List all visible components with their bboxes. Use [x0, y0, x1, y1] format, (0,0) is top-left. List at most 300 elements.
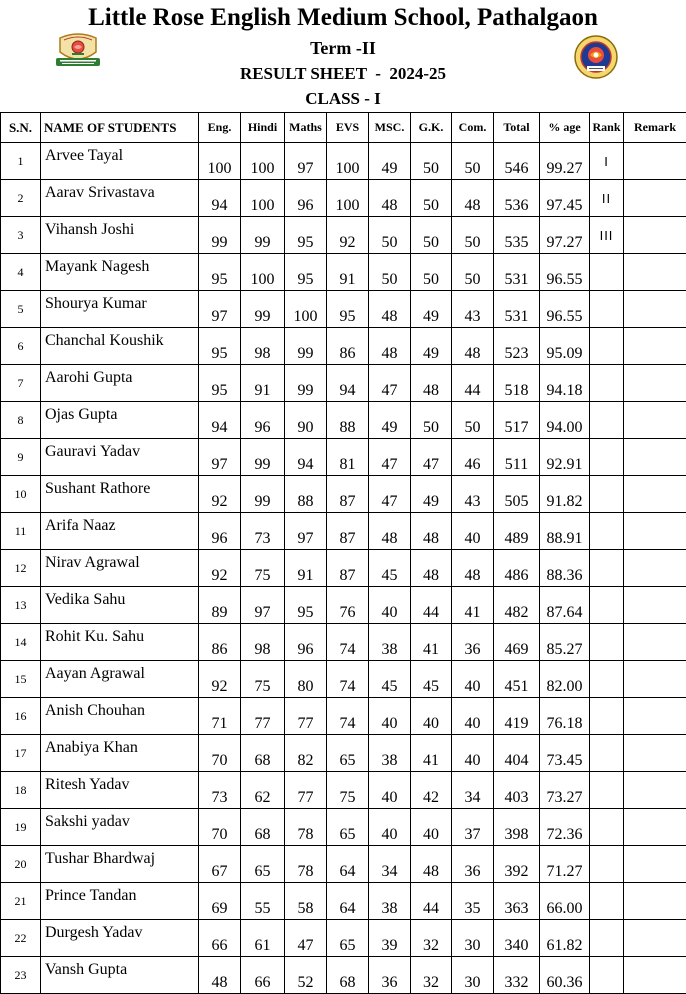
col-header-gk: G.K.: [411, 113, 452, 143]
cell-eng: 96: [199, 513, 241, 550]
cell-maths: 78: [285, 809, 327, 846]
cell-rank: [590, 920, 624, 957]
cell-remark: [624, 513, 686, 550]
table-row: [1, 735, 686, 772]
cell-maths: 80: [285, 661, 327, 698]
cell-maths: 96: [285, 180, 327, 217]
cell-rank: [590, 439, 624, 476]
cell-name: Ritesh Yadav: [41, 772, 199, 809]
cell-remark: [624, 254, 686, 291]
cell-rank: [590, 254, 624, 291]
table-header-row: [1, 113, 686, 143]
cell-total: 531: [494, 291, 540, 328]
cell-name: Mayank Nagesh: [41, 254, 199, 291]
cell-hindi: 98: [241, 328, 285, 365]
cell-percentage: 91.82: [540, 476, 590, 513]
table-row: [1, 254, 686, 291]
cell-msc: 40: [369, 772, 411, 809]
cell-gk: 49: [411, 476, 452, 513]
cell-rank: [590, 698, 624, 735]
cell-gk: 50: [411, 217, 452, 254]
cell-gk: 50: [411, 254, 452, 291]
cell-hindi: 100: [241, 143, 285, 180]
cell-msc: 34: [369, 846, 411, 883]
cell-hindi: 75: [241, 550, 285, 587]
table-row: [1, 402, 686, 439]
cell-maths: 99: [285, 328, 327, 365]
cell-percentage: 73.45: [540, 735, 590, 772]
table-row: [1, 550, 686, 587]
cell-total: 523: [494, 328, 540, 365]
cell-com: 36: [452, 846, 494, 883]
cell-sn: 22: [1, 920, 41, 957]
cell-com: 48: [452, 550, 494, 587]
cell-name: Shourya Kumar: [41, 291, 199, 328]
cell-msc: 47: [369, 365, 411, 402]
cell-eng: 95: [199, 365, 241, 402]
cell-remark: [624, 439, 686, 476]
cell-sn: 3: [1, 217, 41, 254]
cell-rank: [590, 365, 624, 402]
cell-percentage: 76.18: [540, 698, 590, 735]
table-row: [1, 772, 686, 809]
cell-hindi: 73: [241, 513, 285, 550]
cell-name: Anabiya Khan: [41, 735, 199, 772]
cell-hindi: 99: [241, 476, 285, 513]
cell-remark: [624, 476, 686, 513]
cell-name: Durgesh Yadav: [41, 920, 199, 957]
table-row: [1, 698, 686, 735]
cell-maths: 99: [285, 365, 327, 402]
cell-sn: 15: [1, 661, 41, 698]
cell-percentage: 97.45: [540, 180, 590, 217]
cell-msc: 38: [369, 624, 411, 661]
cell-evs: 88: [327, 402, 369, 439]
cell-hindi: 66: [241, 957, 285, 994]
cell-rank: [590, 809, 624, 846]
cell-com: 50: [452, 254, 494, 291]
col-header-rank: Rank: [590, 113, 624, 143]
table-body: [1, 143, 686, 994]
cell-remark: [624, 143, 686, 180]
cell-percentage: 66.00: [540, 883, 590, 920]
cell-gk: 41: [411, 624, 452, 661]
cell-rank: [590, 957, 624, 994]
cell-com: 30: [452, 957, 494, 994]
cell-sn: 11: [1, 513, 41, 550]
class-label: CLASS - I: [0, 89, 686, 109]
cell-name: Tushar Bhardwaj: [41, 846, 199, 883]
cell-gk: 44: [411, 883, 452, 920]
cell-maths: 97: [285, 513, 327, 550]
cell-hindi: 91: [241, 365, 285, 402]
cell-eng: 73: [199, 772, 241, 809]
cell-com: 40: [452, 661, 494, 698]
cell-com: 35: [452, 883, 494, 920]
cell-maths: 82: [285, 735, 327, 772]
cell-gk: 47: [411, 439, 452, 476]
cell-com: 48: [452, 328, 494, 365]
cell-total: 392: [494, 846, 540, 883]
cell-name: Sakshi yadav: [41, 809, 199, 846]
table-row: [1, 624, 686, 661]
cell-sn: 1: [1, 143, 41, 180]
cell-gk: 40: [411, 809, 452, 846]
col-header-evs: EVS: [327, 113, 369, 143]
col-header-eng: Eng.: [199, 113, 241, 143]
cell-gk: 42: [411, 772, 452, 809]
cell-eng: 92: [199, 476, 241, 513]
results-table: [0, 112, 686, 994]
cell-total: 531: [494, 254, 540, 291]
cell-msc: 40: [369, 587, 411, 624]
table-row: [1, 180, 686, 217]
cell-msc: 40: [369, 809, 411, 846]
cell-sn: 21: [1, 883, 41, 920]
table-row: [1, 513, 686, 550]
cell-msc: 40: [369, 698, 411, 735]
cell-total: 511: [494, 439, 540, 476]
cell-maths: 95: [285, 254, 327, 291]
cell-percentage: 87.64: [540, 587, 590, 624]
cell-hindi: 100: [241, 180, 285, 217]
cell-evs: 94: [327, 365, 369, 402]
table-row: [1, 883, 686, 920]
cell-hindi: 68: [241, 735, 285, 772]
cell-eng: 89: [199, 587, 241, 624]
cell-total: 469: [494, 624, 540, 661]
cell-eng: 70: [199, 735, 241, 772]
cell-sn: 8: [1, 402, 41, 439]
table-row: [1, 365, 686, 402]
cell-remark: [624, 365, 686, 402]
cell-percentage: 61.82: [540, 920, 590, 957]
cell-msc: 36: [369, 957, 411, 994]
cell-com: 34: [452, 772, 494, 809]
cell-eng: 94: [199, 402, 241, 439]
cell-hindi: 68: [241, 809, 285, 846]
cell-remark: [624, 291, 686, 328]
cell-name: Chanchal Koushik: [41, 328, 199, 365]
cell-eng: 70: [199, 809, 241, 846]
cell-remark: [624, 217, 686, 254]
cell-maths: 95: [285, 217, 327, 254]
cell-com: 50: [452, 402, 494, 439]
cell-name: Sushant Rathore: [41, 476, 199, 513]
cell-msc: 47: [369, 439, 411, 476]
cell-com: 40: [452, 698, 494, 735]
cell-hindi: 96: [241, 402, 285, 439]
col-header-remark: Remark: [624, 113, 686, 143]
cell-eng: 100: [199, 143, 241, 180]
cell-name: Arvee Tayal: [41, 143, 199, 180]
cell-percentage: 60.36: [540, 957, 590, 994]
cell-gk: 49: [411, 328, 452, 365]
cell-percentage: 82.00: [540, 661, 590, 698]
cell-sn: 2: [1, 180, 41, 217]
cell-rank: [590, 624, 624, 661]
cell-remark: [624, 957, 686, 994]
cell-total: 419: [494, 698, 540, 735]
cell-total: 398: [494, 809, 540, 846]
cell-percentage: 92.91: [540, 439, 590, 476]
col-header-msc: MSC.: [369, 113, 411, 143]
cell-com: 43: [452, 291, 494, 328]
cell-com: 30: [452, 920, 494, 957]
cell-msc: 45: [369, 661, 411, 698]
cell-total: 518: [494, 365, 540, 402]
table-row: [1, 846, 686, 883]
table-row: [1, 920, 686, 957]
cell-name: Aarav Srivastava: [41, 180, 199, 217]
cell-percentage: 72.36: [540, 809, 590, 846]
cell-evs: 76: [327, 587, 369, 624]
cell-remark: [624, 846, 686, 883]
cell-maths: 77: [285, 698, 327, 735]
cell-total: 403: [494, 772, 540, 809]
cell-sn: 6: [1, 328, 41, 365]
cell-hindi: 99: [241, 291, 285, 328]
cell-maths: 58: [285, 883, 327, 920]
cell-maths: 96: [285, 624, 327, 661]
cell-name: Arifa Naaz: [41, 513, 199, 550]
cell-total: 332: [494, 957, 540, 994]
cell-name: Rohit Ku. Sahu: [41, 624, 199, 661]
cell-rank: [590, 291, 624, 328]
cell-sn: 14: [1, 624, 41, 661]
cell-evs: 81: [327, 439, 369, 476]
cell-total: 482: [494, 587, 540, 624]
cell-maths: 78: [285, 846, 327, 883]
cell-hindi: 65: [241, 846, 285, 883]
cell-maths: 47: [285, 920, 327, 957]
cell-total: 505: [494, 476, 540, 513]
cell-msc: 47: [369, 476, 411, 513]
cell-percentage: 94.00: [540, 402, 590, 439]
cell-eng: 95: [199, 254, 241, 291]
cell-hindi: 97: [241, 587, 285, 624]
cell-maths: 90: [285, 402, 327, 439]
col-header-com: Com.: [452, 113, 494, 143]
cell-total: 340: [494, 920, 540, 957]
cell-com: 50: [452, 143, 494, 180]
cell-remark: [624, 920, 686, 957]
table-row: [1, 439, 686, 476]
col-header-total: Total: [494, 113, 540, 143]
cell-hindi: 61: [241, 920, 285, 957]
cell-rank: III: [590, 217, 624, 254]
cell-evs: 65: [327, 809, 369, 846]
school-name: Little Rose English Medium School, Pathalgaon: [0, 4, 686, 32]
cell-msc: 38: [369, 735, 411, 772]
cell-gk: 50: [411, 180, 452, 217]
table-row: [1, 957, 686, 994]
cell-hindi: 99: [241, 439, 285, 476]
cell-msc: 39: [369, 920, 411, 957]
cell-msc: 48: [369, 291, 411, 328]
cell-msc: 49: [369, 402, 411, 439]
cell-com: 48: [452, 180, 494, 217]
cell-msc: 38: [369, 883, 411, 920]
cell-gk: 50: [411, 402, 452, 439]
col-header-percentage: % age: [540, 113, 590, 143]
cell-rank: [590, 772, 624, 809]
cell-eng: 66: [199, 920, 241, 957]
cell-msc: 49: [369, 143, 411, 180]
cell-eng: 67: [199, 846, 241, 883]
cell-msc: 48: [369, 513, 411, 550]
cell-sn: 19: [1, 809, 41, 846]
cell-eng: 97: [199, 439, 241, 476]
cell-gk: 44: [411, 587, 452, 624]
cell-remark: [624, 735, 686, 772]
cell-eng: 71: [199, 698, 241, 735]
cell-total: 363: [494, 883, 540, 920]
cell-total: 451: [494, 661, 540, 698]
cell-hindi: 77: [241, 698, 285, 735]
cell-com: 40: [452, 735, 494, 772]
cell-com: 40: [452, 513, 494, 550]
cell-rank: II: [590, 180, 624, 217]
cell-maths: 100: [285, 291, 327, 328]
cell-sn: 12: [1, 550, 41, 587]
cell-total: 536: [494, 180, 540, 217]
cell-evs: 87: [327, 513, 369, 550]
cell-gk: 48: [411, 550, 452, 587]
cell-remark: [624, 550, 686, 587]
cell-percentage: 73.27: [540, 772, 590, 809]
cell-total: 546: [494, 143, 540, 180]
cell-gk: 50: [411, 143, 452, 180]
cell-sn: 7: [1, 365, 41, 402]
cell-name: Nirav Agrawal: [41, 550, 199, 587]
cell-com: 50: [452, 217, 494, 254]
cell-com: 43: [452, 476, 494, 513]
cell-sn: 5: [1, 291, 41, 328]
cell-name: Prince Tandan: [41, 883, 199, 920]
cell-com: 36: [452, 624, 494, 661]
cell-msc: 48: [369, 180, 411, 217]
cell-hindi: 98: [241, 624, 285, 661]
cell-hindi: 75: [241, 661, 285, 698]
cell-rank: [590, 661, 624, 698]
cell-percentage: 96.55: [540, 291, 590, 328]
cell-remark: [624, 661, 686, 698]
cell-percentage: 94.18: [540, 365, 590, 402]
table-row: [1, 809, 686, 846]
cell-remark: [624, 809, 686, 846]
cell-remark: [624, 624, 686, 661]
cell-evs: 95: [327, 291, 369, 328]
cell-percentage: 71.27: [540, 846, 590, 883]
cell-rank: I: [590, 143, 624, 180]
cell-sn: 4: [1, 254, 41, 291]
cell-gk: 41: [411, 735, 452, 772]
cell-name: Ojas Gupta: [41, 402, 199, 439]
cell-rank: [590, 587, 624, 624]
cell-evs: 91: [327, 254, 369, 291]
cell-evs: 65: [327, 735, 369, 772]
cell-remark: [624, 772, 686, 809]
cell-remark: [624, 180, 686, 217]
cell-evs: 74: [327, 661, 369, 698]
cell-com: 46: [452, 439, 494, 476]
term-label: Term -II: [0, 38, 686, 59]
cell-eng: 92: [199, 550, 241, 587]
cell-evs: 86: [327, 328, 369, 365]
cell-evs: 87: [327, 550, 369, 587]
cell-rank: [590, 883, 624, 920]
cell-percentage: 88.91: [540, 513, 590, 550]
cell-name: Gauravi Yadav: [41, 439, 199, 476]
cell-evs: 68: [327, 957, 369, 994]
cell-percentage: 96.55: [540, 254, 590, 291]
cell-eng: 99: [199, 217, 241, 254]
cell-rank: [590, 328, 624, 365]
cell-evs: 87: [327, 476, 369, 513]
cell-remark: [624, 883, 686, 920]
cell-sn: 18: [1, 772, 41, 809]
table-row: [1, 217, 686, 254]
cell-hindi: 100: [241, 254, 285, 291]
cell-hindi: 62: [241, 772, 285, 809]
cell-total: 535: [494, 217, 540, 254]
table-row: [1, 291, 686, 328]
cell-hindi: 99: [241, 217, 285, 254]
cell-maths: 97: [285, 143, 327, 180]
cell-gk: 32: [411, 920, 452, 957]
cell-total: 517: [494, 402, 540, 439]
cell-rank: [590, 846, 624, 883]
cell-eng: 92: [199, 661, 241, 698]
table-row: [1, 587, 686, 624]
col-header-maths: Maths: [285, 113, 327, 143]
col-header-hindi: Hindi: [241, 113, 285, 143]
cell-name: Vihansh Joshi: [41, 217, 199, 254]
cell-name: Vedika Sahu: [41, 587, 199, 624]
cell-rank: [590, 513, 624, 550]
cell-maths: 88: [285, 476, 327, 513]
cell-name: Aarohi Gupta: [41, 365, 199, 402]
cell-name: Vansh Gupta: [41, 957, 199, 994]
cell-evs: 64: [327, 846, 369, 883]
cell-sn: 13: [1, 587, 41, 624]
cell-sn: 20: [1, 846, 41, 883]
result-sheet-title: RESULT SHEET - 2024-25: [0, 64, 686, 84]
cell-rank: [590, 550, 624, 587]
cell-com: 37: [452, 809, 494, 846]
col-header-sn: S.N.: [1, 113, 41, 143]
cell-com: 44: [452, 365, 494, 402]
cell-com: 41: [452, 587, 494, 624]
cell-rank: [590, 735, 624, 772]
col-header-name: NAME OF STUDENTS: [41, 113, 199, 143]
cell-eng: 94: [199, 180, 241, 217]
cell-maths: 52: [285, 957, 327, 994]
cell-percentage: 88.36: [540, 550, 590, 587]
cell-sn: 10: [1, 476, 41, 513]
cell-gk: 48: [411, 365, 452, 402]
table-row: [1, 476, 686, 513]
table-row: [1, 661, 686, 698]
cell-percentage: 85.27: [540, 624, 590, 661]
cell-percentage: 99.27: [540, 143, 590, 180]
cell-remark: [624, 587, 686, 624]
cell-msc: 50: [369, 217, 411, 254]
cell-eng: 97: [199, 291, 241, 328]
cell-gk: 45: [411, 661, 452, 698]
cell-evs: 100: [327, 143, 369, 180]
